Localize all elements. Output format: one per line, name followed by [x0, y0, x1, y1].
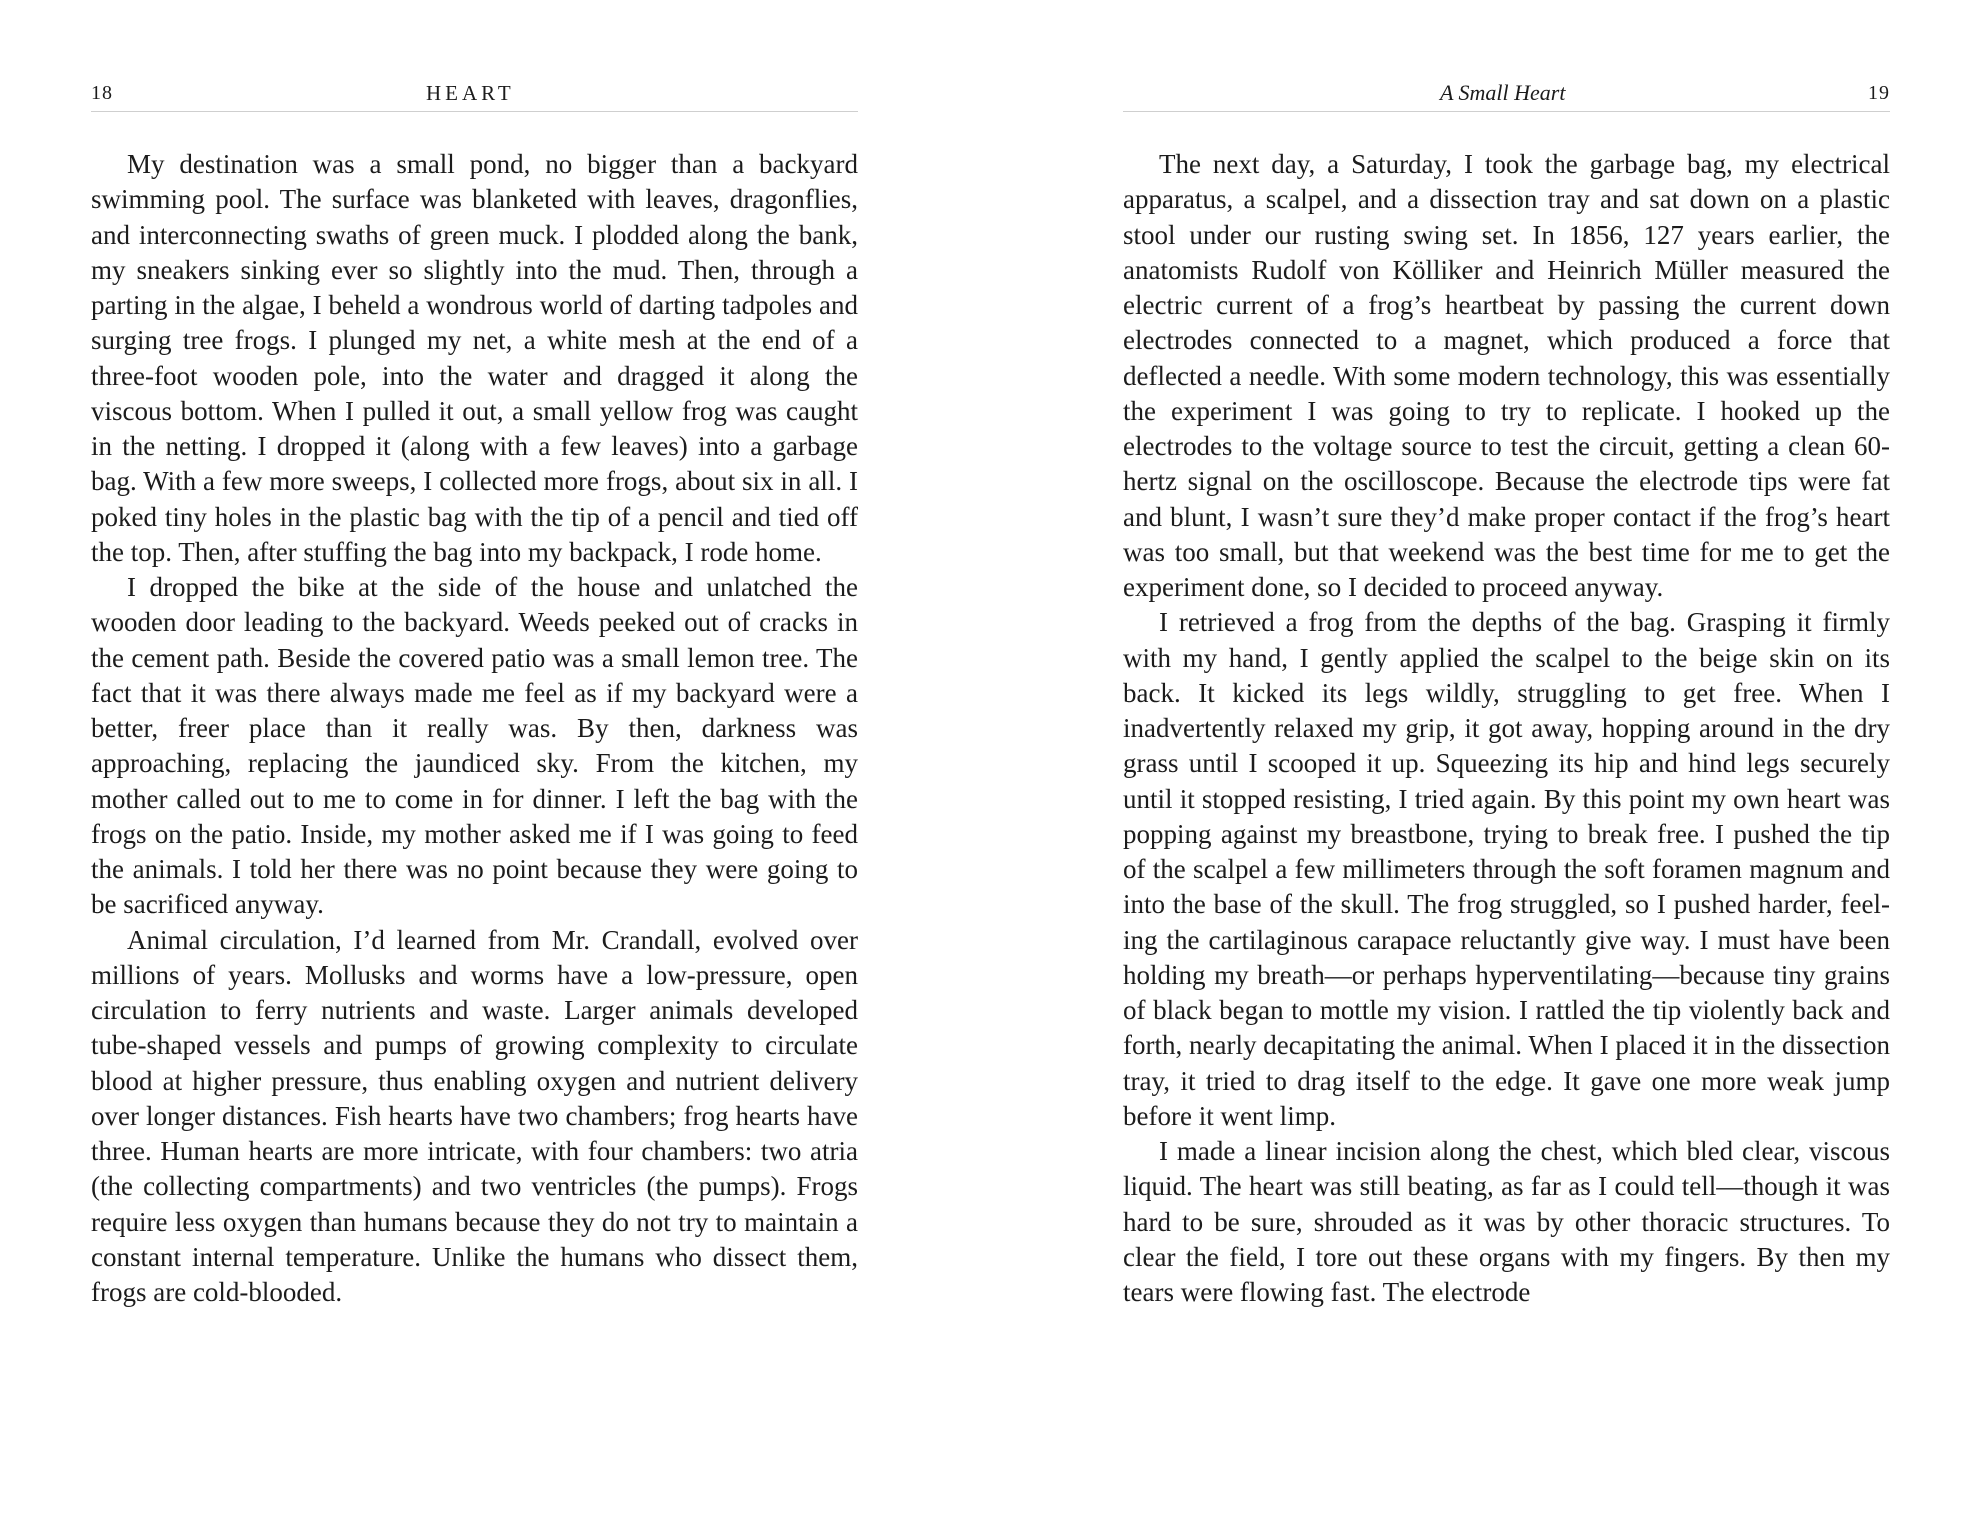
- right-paragraph-2: I retrieved a frog from the depths of the bag. Grasping it firmly with my hand, I gently applied the scalpel to the beige skin on its back. It kicked its legs wildly, struggling to get free. When I inadvertently relaxed my grip, it got away, hopping around in the dry grass until I scooped it up. Squeezing its hip and hind legs securely until it stopped resisting, I tried again. By this point my own heart was popping against my breastbone, trying to break free. I pushed the tip of the scalpel a few millimeters through the soft foramen magnum and into the base of the skull. The frog struggled, so I pushed harder, feeling the cartilaginous carapace reluctantly give way. I must have been holding my breath—or perhaps hyperventilating—because tiny grains of black began to mottle my vision. I rattled the tip violently back and forth, nearly decapitating the animal. When I placed it in the dissection tray, it tried to drag itself to the edge. It gave one more weak jump before it went limp.: [1123, 607, 1890, 1131]
- left-page-number: 18: [91, 82, 113, 104]
- right-paragraph-1: The next day, a Saturday, I took the garbage bag, my electrical apparatus, a scalpel, and a dissection tray and sat down on a plastic stool under our rusting swing set. In 1856, 127 years earlier, the anatomists Rudolf von Kölliker and Heinrich Müller measured the electric current of a frog’s heartbeat by passing the current down electrodes connected to a magnet, which produced a force that deflected a needle. With some modern technology, this was essentially the experiment I was going to try to replicate. I hooked up the electrodes to the voltage source to test the circuit, getting a clean 60-hertz signal on the oscilloscope. Because the electrode tips were fat and blunt, I wasn’t sure they’d make proper contact if the frog’s heart was too small, but that weekend was the best time for me to get the experiment done, so I decided to proceed anyway.: [1123, 149, 1890, 602]
- right-running-head: [1123, 78, 1890, 110]
- left-page: [0, 0, 992, 1530]
- right-paragraph-3: I made a linear incision along the chest, which bled clear, viscous liquid. The heart was still beating, as far as I could tell—though it was hard to be sure, shrouded as it was by other thoracic structures. To clear the field, I tore out these organs with my fingers. By then my tears were flowing fast. The electrode: [1123, 1136, 1890, 1307]
- right-body-text: [1123, 147, 1890, 1310]
- right-page: [992, 0, 1985, 1530]
- left-header-rule: [91, 111, 858, 112]
- left-paragraph-3: Animal circulation, I’d learned from Mr. Crandall, evolved over millions of years. Mollusks and worms have a low-pressure, open circulation to ferry nutrients and waste. Larger animals developed tube-shaped vessels and pumps of growing complexity to circulate blood at higher pressure, thus enabling oxygen and nutrient delivery over longer distances. Fish hearts have two chambers; frog hearts have three. Human hearts are more intricate, with four chambers: two atria (the collecting compartments) and two ventricles (the pumps). Frogs require less oxygen than humans because they do not try to maintain a constant internal temperature. Unlike the humans who dissect them, frogs are cold-blooded.: [91, 924, 858, 1307]
- left-running-head-title: HEART: [426, 81, 515, 105]
- left-running-head: [91, 78, 858, 110]
- left-paragraph-1: My destination was a small pond, no bigger than a backyard swimming pool. The surface was blanketed with leaves, dragonflies, and interconnecting swaths of green muck. I plodded along the bank, my sneakers sinking ever so slightly into the mud. Then, through a parting in the algae, I beheld a wondrous world of darting tadpoles and surging tree frogs. I plunged my net, a white mesh at the end of a three-foot wooden pole, into the water and dragged it along the viscous bottom. When I pulled it out, a small yellow frog was caught in the netting. I dropped it (along with a few leaves) into a garbage bag. With a few more sweeps, I collected more frogs, about six in all. I poked tiny holes in the plastic bag with the tip of a pencil and tied off the top. Then, after stuffing the bag into my backpack, I rode home.: [91, 149, 858, 567]
- left-paragraph-2: I dropped the bike at the side of the house and unlatched the wooden door leading to the backyard. Weeds peeked out of cracks in the cement path. Beside the covered patio was a small lemon tree. The fact that it was there always made me feel as if my backyard were a better, freer place than it really was. By then, darkness was approaching, replacing the jaundiced sky. From the kitchen, my mother called out to me to come in for dinner. I left the bag with the frogs on the patio. Inside, my mother asked me if I was going to feed the animals. I told her there was no point because they were going to be sacrificed anyway.: [91, 572, 858, 920]
- right-page-number: 19: [1868, 82, 1890, 104]
- right-header-rule: [1123, 111, 1890, 112]
- left-body-text: [91, 147, 858, 1310]
- right-running-head-title: A Small Heart: [1440, 80, 1566, 105]
